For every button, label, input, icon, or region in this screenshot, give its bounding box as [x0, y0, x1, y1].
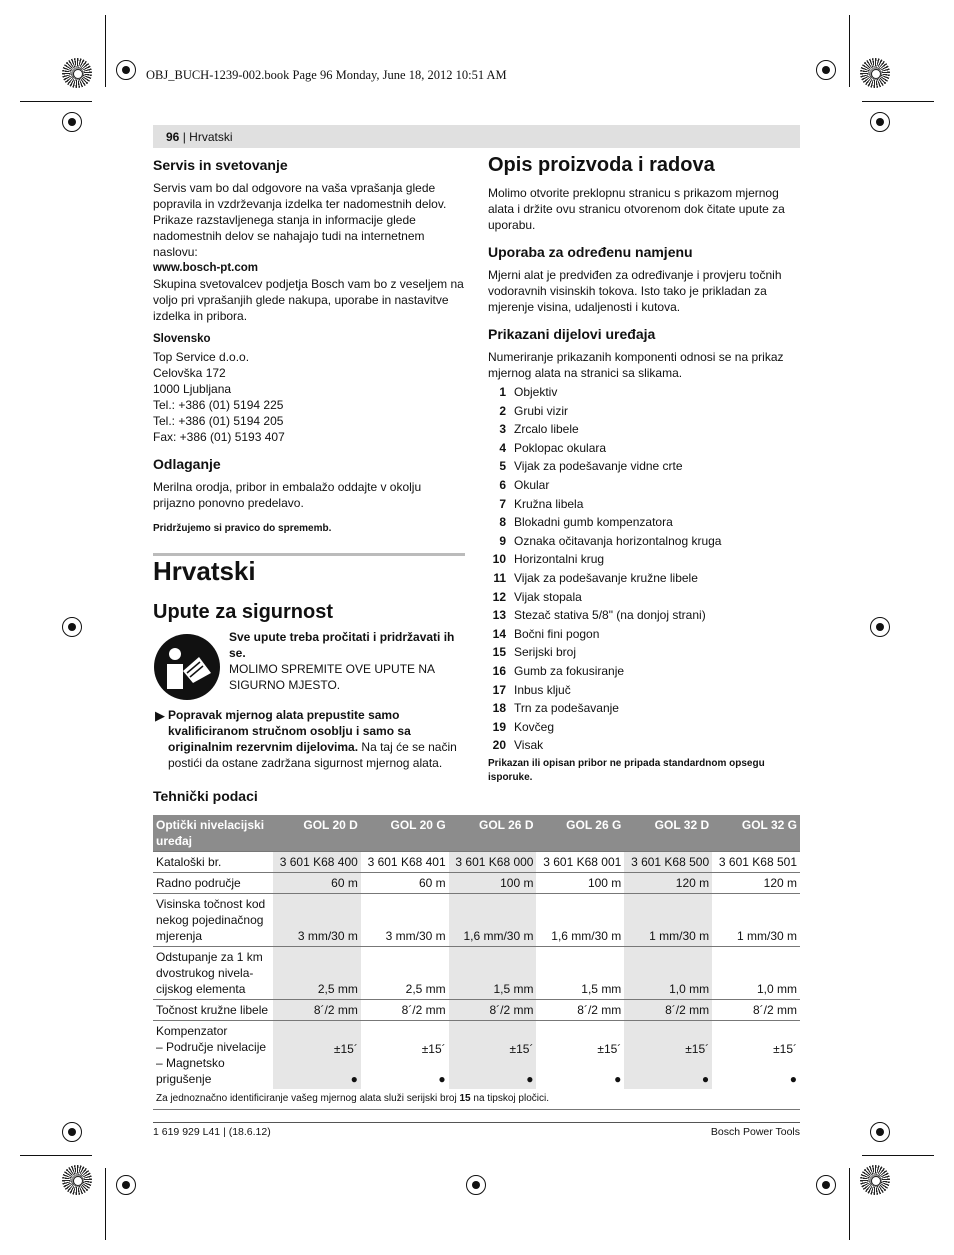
- list-item: 1 Objektiv: [499, 385, 558, 399]
- table-cell: ±15´ ●: [624, 1021, 712, 1090]
- crop-target: [62, 1122, 82, 1142]
- table-header-row: [153, 815, 800, 852]
- crop-line: [105, 15, 106, 87]
- parts-heading: Prikazani dijelovi uređaja: [488, 326, 656, 342]
- table-cell: 1,6 mm/30 m: [536, 894, 624, 947]
- address-line: Tel.: +386 (01) 5194 205: [153, 414, 284, 428]
- table-cell: 8´/2 mm: [361, 1000, 449, 1021]
- bullet-bold: Popravak mjernog alata prepustite samo kvalificiranom stručnom osoblju i samo sa originalnim rezervnim dijelovima.: [168, 708, 411, 754]
- country-label: Slovensko: [153, 333, 211, 345]
- crop-line: [862, 1155, 934, 1156]
- table-cell: Visinska točnost kod nekog pojedinačnog mjerenja: [153, 894, 273, 947]
- list-item: 19 Kovčeg: [492, 719, 555, 734]
- table-cell: 3 mm/30 m: [273, 894, 361, 947]
- list-item: 5 Vijak za podešavanje vidne crte: [499, 459, 683, 474]
- list-item: 14 Bočni fini pogon: [492, 626, 600, 641]
- table-row: [153, 1000, 800, 1021]
- crop-target: [870, 112, 890, 132]
- crop-target: [816, 60, 836, 80]
- disposal-heading: Odlaganje: [153, 456, 221, 472]
- table-cell: Točnost kružne libele: [153, 1000, 273, 1021]
- crop-target: [116, 60, 136, 80]
- crop-line: [105, 1168, 106, 1240]
- table-row: [153, 852, 800, 873]
- table-footnote: Za jednoznačno identificiranje vašeg mjernog alata služi serijski broj 15 na tipskoj pločici.: [153, 1089, 800, 1110]
- reserve-note: Pridržujemo si pravico do sprememb.: [153, 523, 332, 534]
- table-cell: 8´/2 mm: [273, 1000, 361, 1021]
- table-cell: 100 m: [449, 873, 537, 894]
- page-header: [166, 130, 233, 144]
- table-cell: 3 601 K68 000: [449, 852, 537, 873]
- table-cell: ±15´ ●: [361, 1021, 449, 1090]
- compensator-label: Kompenzator: [156, 1024, 228, 1038]
- table-cell: 1,5 mm: [536, 947, 624, 1000]
- product-heading: Opis proizvoda i radova: [488, 154, 715, 176]
- compensator-sub: – Magnetsko prigušenje: [156, 1056, 225, 1086]
- table-cell: 3 601 K68 401: [361, 852, 449, 873]
- crop-target: [816, 1175, 836, 1195]
- list-item: 15 Serijski broj: [492, 645, 577, 660]
- list-item: 9 Oznaka očitavanja horizontalnog kruga: [499, 533, 722, 548]
- crop-line: [862, 101, 934, 102]
- table-cell: 3 601 K68 001: [536, 852, 624, 873]
- table-cell: Radno područje: [153, 873, 273, 894]
- table-header: GOL 20 D: [273, 815, 361, 852]
- compensator-sub: – Područje nivelacije: [156, 1040, 267, 1054]
- table-header: GOL 26 D: [449, 815, 537, 852]
- table-cell: 8´/2 mm: [449, 1000, 537, 1021]
- crop-line: [849, 15, 850, 87]
- table-cell: ±15´ ●: [449, 1021, 537, 1090]
- crop-target: [466, 1175, 486, 1195]
- footer-right: Bosch Power Tools: [710, 1126, 800, 1138]
- crop-line: [20, 101, 92, 102]
- list-item: 10 Horizontalni krug: [492, 552, 605, 567]
- language-heading: Hrvatski: [153, 556, 256, 586]
- table-cell: 8´/2 mm: [712, 1000, 800, 1021]
- tech-heading: Tehnički podaci: [153, 788, 258, 804]
- crop-line: [849, 1168, 850, 1240]
- parts-list: [488, 383, 800, 755]
- table-cell: 60 m: [273, 873, 361, 894]
- registration-mark: [62, 1165, 92, 1195]
- service-text-2: Skupina svetovalcev podjetja Bosch vam bo z veseljem na voljo pri vprašanjih glede nakupa, uporabe in nastavitve izdelka in pribora.: [153, 277, 464, 323]
- list-item: 17 Inbus ključ: [492, 682, 571, 697]
- list-item: 12 Vijak stopala: [492, 589, 582, 604]
- service-text: Servis vam bo dal odgovore na vaša vprašanja glede popravila in vzdrževanja izdelka ter nadomestnih delov. Prikaze razstavljenega stanja in informacije glede nadomestnih delov se nahajajo tudi na internetnem naslovu:: [153, 181, 447, 259]
- bullet-text: [168, 707, 465, 771]
- table-cell: 120 m: [712, 873, 800, 894]
- footer-left: 1 619 929 L41 | (18.6.12): [153, 1126, 271, 1138]
- table-row: [153, 894, 800, 947]
- table-cell: 2,5 mm: [361, 947, 449, 1000]
- table-row: [153, 947, 800, 1000]
- address-line: Tel.: +386 (01) 5194 225: [153, 398, 284, 412]
- table-cell: 1,5 mm: [449, 947, 537, 1000]
- parts-intro: Numeriranje prikazanih komponenti odnosi se na prikaz mjernog alata na stranici sa slikama.: [488, 350, 784, 380]
- list-item: 8 Blokadni gumb kompenzatora: [499, 515, 673, 530]
- read-manual-icon: [153, 633, 221, 701]
- product-intro: Molimo otvorite preklopnu stranicu s prikazom mjernog alata i držite ovu stranicu otvorenom dok čitate upute za uporabu.: [488, 186, 785, 232]
- crop-line: [20, 1155, 92, 1156]
- table-cell: 1,0 mm: [712, 947, 800, 1000]
- list-item: 3 Zrcalo libele: [499, 422, 579, 437]
- disposal-text: Merilna orodja, pribor in embalažo oddajte v okolju prijazno ponovno predelavo.: [153, 480, 422, 510]
- table-cell: 1 mm/30 m: [712, 894, 800, 947]
- address-line: Top Service d.o.o.: [153, 350, 250, 364]
- address-line: Fax: +386 (01) 5193 407: [153, 430, 285, 444]
- crop-target: [62, 617, 82, 637]
- table-cell: 60 m: [361, 873, 449, 894]
- right-column: [488, 153, 800, 785]
- table-cell: 120 m: [624, 873, 712, 894]
- service-url[interactable]: www.bosch-pt.com: [153, 262, 258, 274]
- table-cell: ±15´ ●: [273, 1021, 361, 1090]
- table-cell: 3 601 K68 501: [712, 852, 800, 873]
- list-item: 7 Kružna libela: [499, 496, 584, 511]
- list-item: 20 Visak: [492, 738, 544, 753]
- use-text: Mjerni alat je predviđen za određivanje i provjeru točnih vodoravnih visinskih tokova. Isto tako je prikladan za mjerenje visina, udaljenosti i kutova.: [488, 268, 782, 314]
- registration-mark: [860, 1165, 890, 1195]
- table-cell: Kataloški br.: [153, 852, 273, 873]
- table-row: [153, 873, 800, 894]
- left-column: [153, 156, 465, 537]
- table-header: GOL 32 G: [712, 815, 800, 852]
- bullet-normal: Na taj će se način postići da ostane zadržana sigurnost mjernog alata.: [168, 740, 457, 770]
- use-heading: Uporaba za određenu namjenu: [488, 244, 693, 260]
- footer-rule: [153, 1122, 800, 1123]
- table-cell: 1 mm/30 m: [624, 894, 712, 947]
- registration-mark: [62, 58, 92, 88]
- table-cell: 3 601 K68 500: [624, 852, 712, 873]
- table-cell: 3 601 K68 400: [273, 852, 361, 873]
- crop-target: [62, 112, 82, 132]
- crop-target: [870, 1122, 890, 1142]
- address-line: 1000 Ljubljana: [153, 382, 232, 396]
- table-cell: 3 mm/30 m: [361, 894, 449, 947]
- print-slug: OBJ_BUCH-1239-002.book Page 96 Monday, June 18, 2012 10:51 AM: [146, 68, 507, 82]
- list-item: 4 Poklopac okulara: [499, 440, 607, 455]
- safety-text: MOLIMO SPREMITE OVE UPUTE NA SIGURNO MJESTO.: [229, 662, 435, 692]
- safety-heading: Upute za sigurnost: [153, 601, 334, 623]
- safety-bold: Sve upute treba pročitati i pridržavati ih se.: [229, 630, 455, 660]
- table-header: Optički nivelacijski uređaj: [153, 815, 273, 852]
- accessory-note: Prikazan ili opisan pribor ne pripada standardnom opsegu isporuke.: [488, 757, 765, 783]
- crop-target: [870, 617, 890, 637]
- page-number: 96: [166, 130, 180, 144]
- table-cell: 8´/2 mm: [624, 1000, 712, 1021]
- table-row: [153, 1021, 800, 1090]
- table-cell: ±15´ ●: [536, 1021, 624, 1090]
- table-cell: ±15´ ●: [712, 1021, 800, 1090]
- spec-table: [153, 815, 800, 1110]
- header-bar: [153, 125, 800, 148]
- list-item: 18 Trn za podešavanje: [492, 701, 619, 716]
- table-header: GOL 20 G: [361, 815, 449, 852]
- list-item: 13 Stezač stativa 5/8" (na donjoj strani): [492, 608, 706, 623]
- bullet-arrow-icon: ▶: [155, 708, 165, 723]
- list-item: 11 Vijak za podešavanje kružne libele: [493, 570, 698, 585]
- service-heading: Servis in svetovanje: [153, 157, 288, 173]
- table-cell: 8´/2 mm: [536, 1000, 624, 1021]
- list-item: 2 Grubi vizir: [499, 403, 569, 418]
- registration-mark: [860, 58, 890, 88]
- table-footnote-row: [153, 1089, 800, 1110]
- table-cell: 100 m: [536, 873, 624, 894]
- crop-target: [116, 1175, 136, 1195]
- safety-text-block: [229, 629, 465, 693]
- table-cell: 1,0 mm: [624, 947, 712, 1000]
- header-section: Hrvatski: [189, 130, 233, 144]
- address-line: Celovška 172: [153, 366, 226, 380]
- table-header: GOL 26 G: [536, 815, 624, 852]
- table-cell: Odstupanje za 1 km dvostrukog nivela-cijskog elementa: [153, 947, 273, 1000]
- table-cell: [153, 1021, 273, 1090]
- header-separator: |: [179, 130, 190, 144]
- table-cell: 1,6 mm/30 m: [449, 894, 537, 947]
- table-header: GOL 32 D: [624, 815, 712, 852]
- list-item: 6 Okular: [499, 477, 550, 492]
- table-cell: 2,5 mm: [273, 947, 361, 1000]
- list-item: 16 Gumb za fokusiranje: [492, 663, 625, 678]
